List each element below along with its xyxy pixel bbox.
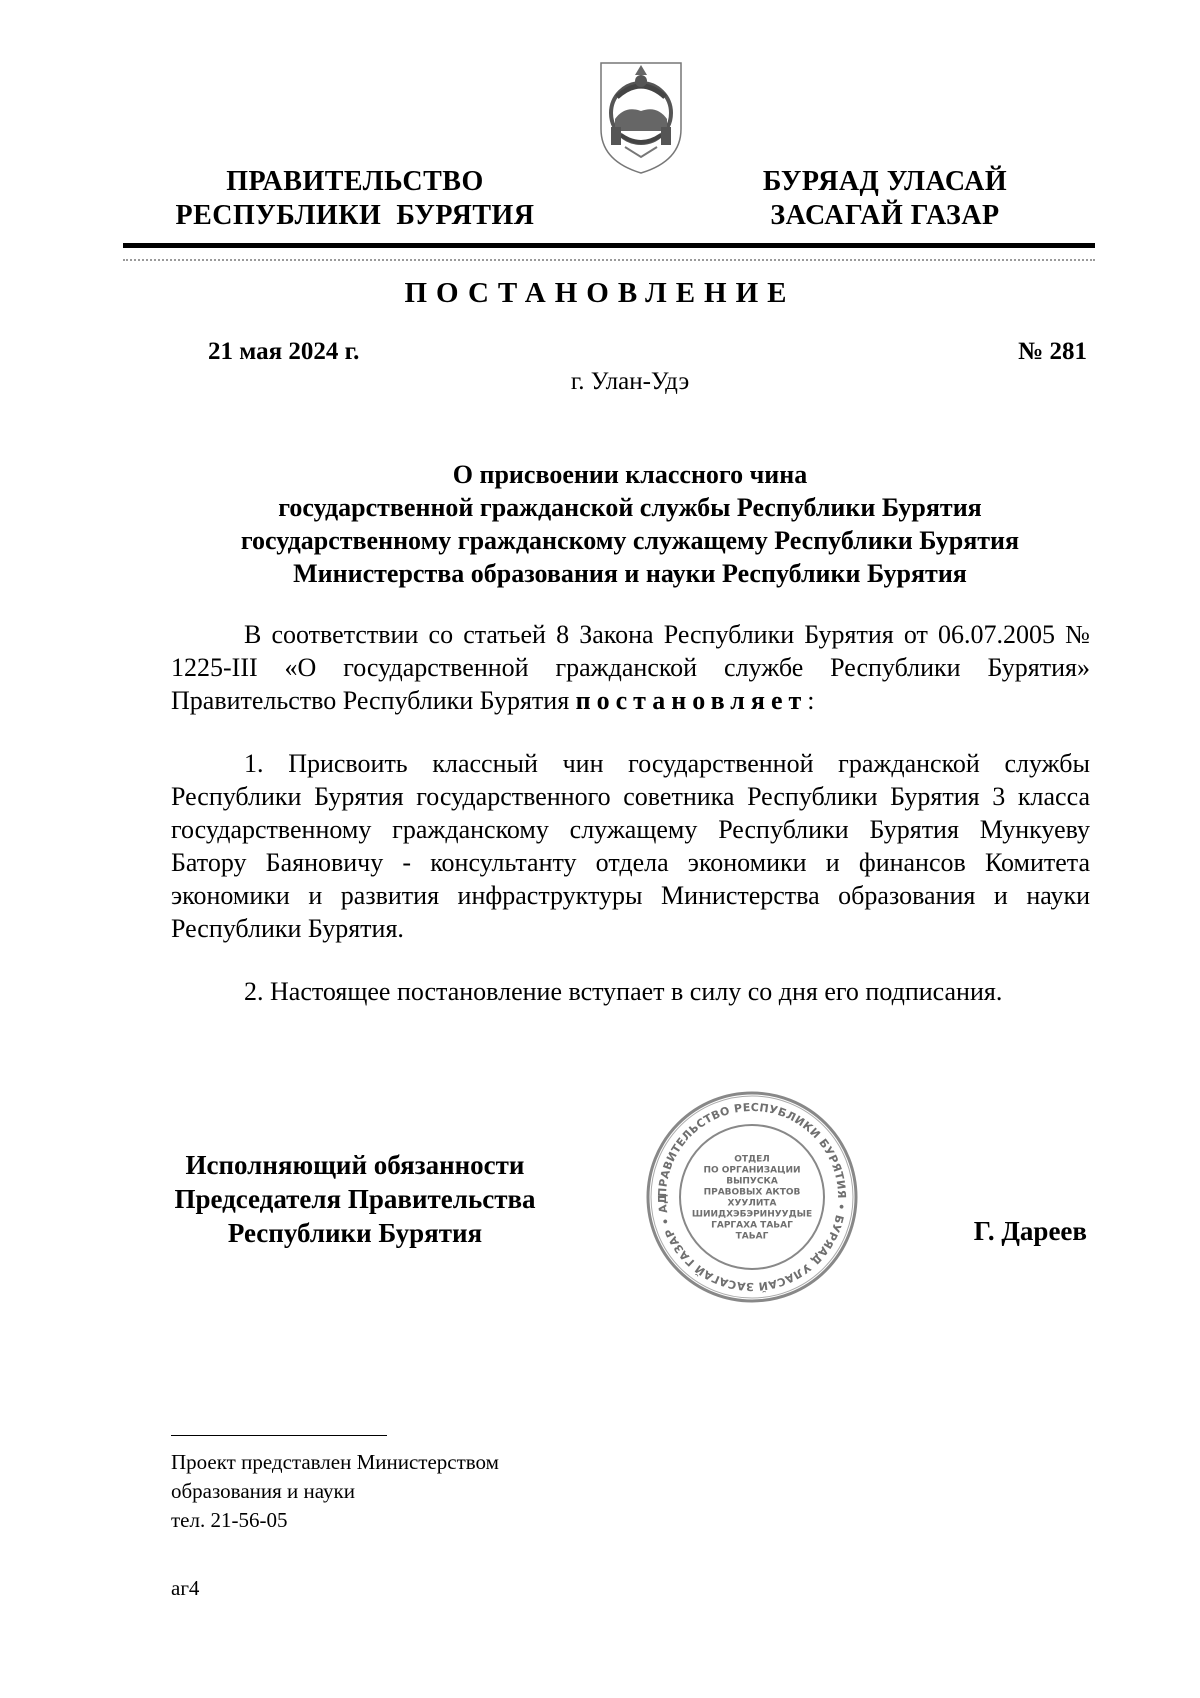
- stamp-center-line: ОТДЕЛ: [734, 1154, 770, 1165]
- resolution-item-2: [171, 975, 1090, 1008]
- official-stamp: [644, 1089, 860, 1305]
- stamp-ring-text: ПРАВИТЕЛЬСТВО РЕСПУБЛИКИ БУРЯТИЯ • БУРЯАД УЛАСАЙ ЗАСАГАЙ ГАЗАР • АД: [655, 1100, 849, 1294]
- header-divider-thick: [123, 243, 1095, 248]
- preamble-end: :: [807, 686, 815, 715]
- document-title-line: Министерства образования и науки Республики Бурятия: [293, 559, 967, 588]
- issuer-name-russian-line1: ПРАВИТЕЛЬСТВО: [226, 166, 484, 197]
- issuer-name-russian: [160, 165, 550, 233]
- issuer-name-buryat-line1: БУРЯАД УЛАСАЙ: [762, 166, 1008, 197]
- issuer-name-buryat-line2: ЗАСАГАЙ ГАЗАР: [770, 200, 1000, 231]
- issuer-name-russian-line2: РЕСПУБЛИКИ БУРЯТИЯ: [175, 200, 535, 231]
- document-title-line: государственной гражданской службы Республики Бурятия: [278, 493, 982, 522]
- stamp-center-line: ПРАВОВЫХ АКТОВ: [703, 1187, 801, 1198]
- signer-title-line: Председателя Правительства: [174, 1184, 536, 1214]
- footnote-line: образования и науки: [171, 1479, 355, 1503]
- stamp-center-line: ПО ОРГАНИЗАЦИИ: [703, 1165, 801, 1176]
- document-city: г. Улан-Удэ: [570, 368, 690, 395]
- official-stamp-icon: [644, 1089, 860, 1305]
- signer-title-line: Республики Бурятия: [227, 1218, 483, 1248]
- coat-of-arms-emblem: [595, 57, 687, 177]
- footnote-line: Проект представлен Министерством: [171, 1450, 499, 1474]
- resolution-item-1-text: 1. Присвоить классный чин государственной гражданской службы Республики Бурятия государственного советника Республики Бурятия 3 класса государственному гражданскому служащему Республики Бурятия Мункуеву Батору Баяновичу - консультанту отдела экономики и финансов Комитета экономики и развития инфраструктуры Министерства образования и науки Республики Бурятия.: [171, 749, 1090, 943]
- document-title-line: государственному гражданскому служащему Республики Бурятия: [240, 526, 1020, 555]
- preamble-paragraph: [171, 618, 1090, 717]
- document-type: ПОСТАНОВЛЕНИЕ: [404, 277, 796, 309]
- resolution-item-2-text: 2. Настоящее постановление вступает в силу со дня его подписания.: [244, 977, 1003, 1006]
- document-date: 21 мая 2024 г.: [208, 338, 360, 365]
- issuer-name-buryat: [735, 165, 1035, 233]
- signer-title-line: Исполняющий обязанности: [185, 1150, 525, 1180]
- footnote-line: тел. 21-56-05: [171, 1508, 288, 1532]
- document-title: [150, 458, 1110, 590]
- document-title-line: О присвоении классного чина: [452, 460, 808, 489]
- preamble-text: В соответствии со статьей 8 Закона Республики Бурятия от 06.07.2005 № 1225-III «О государственной гражданской службе Республики Бурятия» Правительство Республики Бурятия: [171, 620, 1090, 715]
- footnote: [171, 1448, 499, 1535]
- signer-name: Г. Дареев: [973, 1216, 1087, 1246]
- footnote-divider: [171, 1435, 387, 1436]
- stamp-center-line: ТАЬАГ: [735, 1231, 769, 1242]
- stamp-center-line: ШИИДХЭБЭРИНУУДЫЕ: [691, 1209, 813, 1220]
- stamp-center-line: ВЫПУСКА: [726, 1176, 778, 1187]
- stamp-center-line: ХУУЛИТА: [727, 1198, 777, 1209]
- resolution-item-1: [171, 747, 1090, 945]
- header-divider-thin: [123, 259, 1095, 261]
- executor-code: аг4: [171, 1576, 200, 1600]
- document-number: № 281: [1018, 338, 1087, 365]
- signer-title: [150, 1148, 560, 1250]
- stamp-center-line: ГАРГАХА ТАЬАГ: [711, 1220, 793, 1231]
- preamble-verb: постановляет: [575, 686, 808, 715]
- coat-of-arms-icon: [595, 57, 687, 177]
